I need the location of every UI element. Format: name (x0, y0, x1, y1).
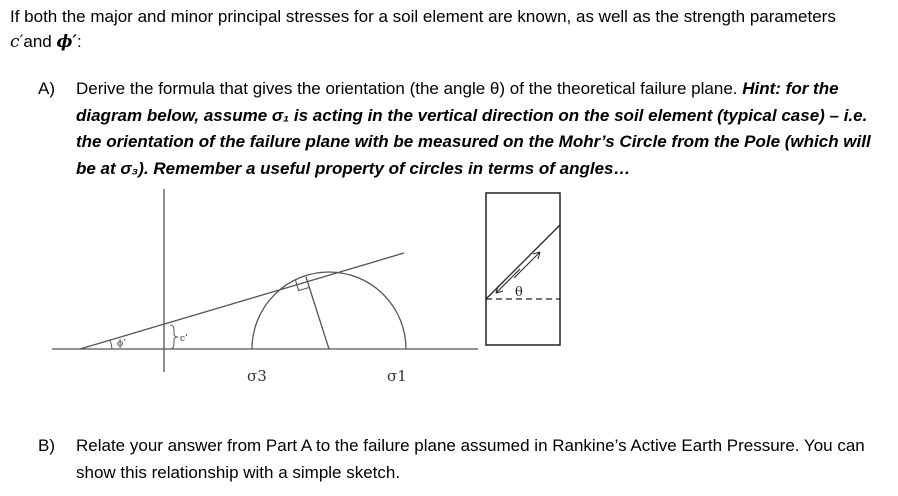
part-b-text: Relate your answer from Part A to the failure plane assumed in Rankine’s Active Earth Pressure. You can show this relationship with a simple sketch. (76, 436, 865, 482)
hint-text-3: ). Remember a useful property of circles in terms of angles… (138, 158, 631, 178)
hint-label: Hint: (742, 79, 781, 98)
sigma3-label: σ3 (247, 367, 267, 385)
hint-text-1: for the diagram below, assume (76, 79, 839, 125)
phi-prime-symbol: ϕ′ (56, 32, 77, 52)
hint-sigma1: σ₁ (271, 105, 290, 125)
mohr-circle (252, 272, 406, 349)
cohesion-label: c’ (180, 334, 188, 344)
hint-sigma3: σ₃ (120, 158, 139, 178)
hint-text-2: is acting in the vertical direction on the soil element (typical case) – i.e. the orientation of the failure plane with be measured on the Mohr’s Circle from the Pole (which will be at (76, 105, 871, 178)
part-a-marker: A) (38, 79, 55, 98)
cohesion-bracket (170, 325, 178, 349)
phi-angle-label: ϕ’ (117, 339, 126, 349)
part-b-marker: B) (38, 436, 55, 455)
c-prime-symbol: c′ (10, 32, 24, 52)
radius-to-tangent (306, 277, 329, 349)
shear-arrow-upper (514, 252, 540, 278)
phi-angle-arc (110, 340, 112, 349)
failure-envelope-line (80, 253, 404, 349)
intro-and: and (23, 32, 57, 51)
theta-label: θ (515, 285, 523, 300)
sigma1-label: σ1 (387, 367, 407, 385)
intro-text: If both the major and minor principal stresses for a soil element are known, as well as the strength parameters (10, 7, 836, 26)
part-b (38, 433, 883, 486)
intro-colon: : (76, 32, 82, 51)
part-a-question: Derive the formula that gives the orientation (the angle θ) of the theoretical failure plane. (76, 79, 743, 98)
